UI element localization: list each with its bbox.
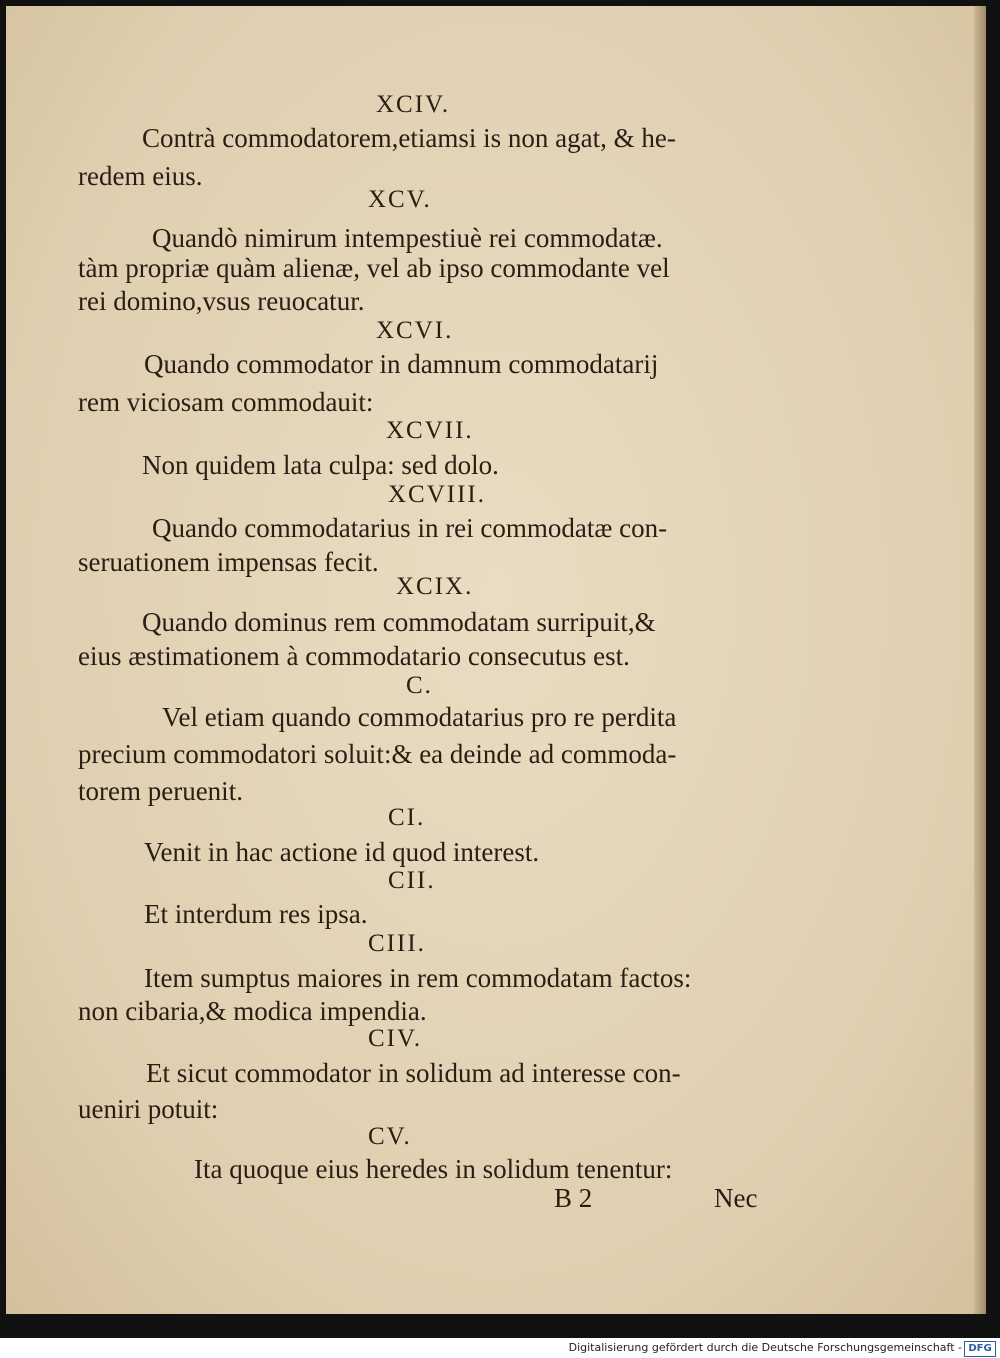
text-line: torem peruenit.	[78, 776, 243, 806]
text-line: Vel etiam quando commodatarius pro re perdita	[162, 702, 677, 732]
text-line: rem viciosam commodauit:	[78, 387, 374, 417]
text-line: Et sicut commodator in solidum ad interesse con-	[146, 1058, 681, 1088]
text-line: Quando dominus rem commodatam surripuit,&	[142, 607, 656, 637]
text-line: Quando commodatarius in rei commodatæ con-	[152, 513, 668, 543]
heading-xcvi: XCVI.	[376, 317, 454, 344]
text-line: Ita quoque eius heredes in solidum tenentur:	[194, 1154, 673, 1184]
text-line: rei domino,vsus reuocatur.	[78, 286, 365, 316]
dfg-logo: DFG	[964, 1341, 996, 1357]
text-line: precium commodatori soluit:& ea deinde ad commoda-	[78, 739, 677, 769]
heading-xcix: XCIX.	[396, 573, 474, 600]
text-line: Venit in hac actione id quod interest.	[144, 837, 540, 867]
catchword: Nec	[714, 1183, 758, 1213]
heading-civ: CIV.	[368, 1025, 423, 1052]
text-line: ueniri potuit:	[78, 1094, 219, 1124]
text-line: Et interdum res ipsa.	[144, 899, 368, 929]
heading-xciv: XCIV.	[376, 91, 451, 118]
text-line: tàm propriæ quàm alienæ, vel ab ipso commodante vel	[78, 253, 670, 283]
signature-mark: B 2	[554, 1183, 593, 1213]
text-line: Quando commodator in damnum commodatarij	[144, 349, 659, 379]
text-line: eius æstimationem à commodatario consecutus est.	[78, 641, 630, 671]
footer-bar	[0, 1340, 1000, 1358]
text-line: Item sumptus maiores in rem commodatam factos:	[144, 963, 692, 993]
text-line: Non quidem lata culpa: sed dolo.	[142, 450, 499, 480]
text-line: non cibaria,& modica impendia.	[78, 996, 427, 1026]
text-line: redem eius.	[78, 161, 203, 191]
heading-xcv: XCV.	[368, 186, 432, 213]
text-line: Quandò nimirum intempestiuè rei commodatæ.	[152, 223, 663, 253]
heading-ci: CI.	[388, 804, 426, 831]
heading-ciii: CIII.	[368, 930, 426, 957]
heading-cv: CV.	[368, 1123, 412, 1150]
text-line: seruationem impensas fecit.	[78, 547, 379, 577]
heading-cii: CII.	[388, 867, 436, 894]
text-line: Contrà commodatorem,etiamsi is non agat, & he-	[142, 123, 676, 153]
heading-xcvii: XCVII.	[386, 417, 474, 444]
funding-credit: Digitalisierung gefördert durch die Deutsche Forschungsgemeinschaft -	[568, 1341, 962, 1354]
page-edge	[974, 6, 986, 1314]
book-page	[6, 6, 986, 1314]
heading-c: C.	[406, 672, 433, 699]
heading-xcviii: XCVIII.	[388, 481, 487, 508]
